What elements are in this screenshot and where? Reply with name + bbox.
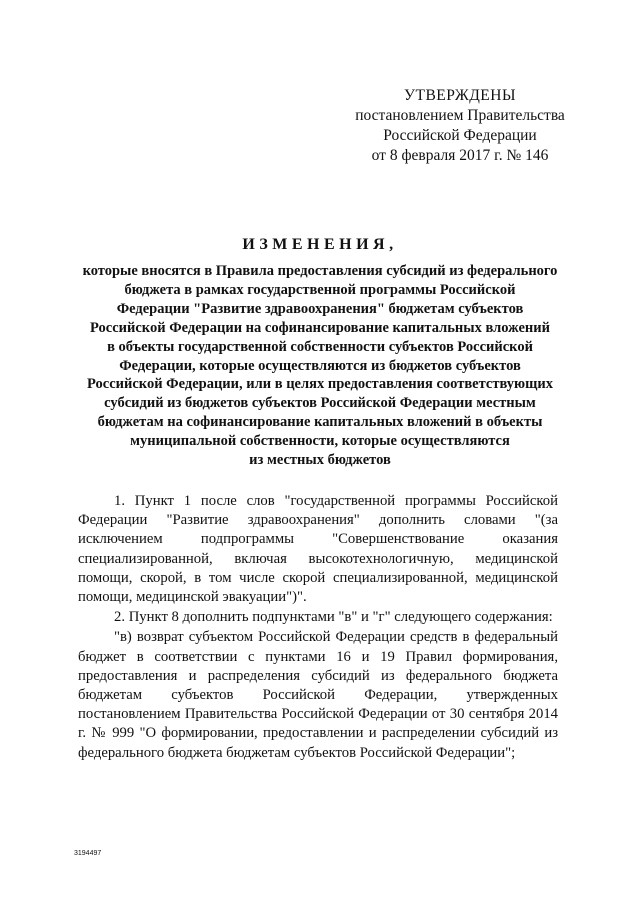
approval-line-date: от 8 февраля 2017 г. № 146 xyxy=(371,147,549,164)
document-subtitle xyxy=(70,262,570,470)
subtitle-line: бюджетам на софинансирование капитальных вложений в объекты xyxy=(97,414,543,431)
approval-block xyxy=(330,86,590,166)
subtitle-line: бюджета в рамках государственной программы Российской xyxy=(124,281,516,298)
approval-line-country: Российской Федерации xyxy=(383,127,537,144)
subtitle-line: которые вносятся в Правила предоставления субсидий из федерального xyxy=(82,263,558,279)
document-number: 3194497 xyxy=(74,850,102,857)
paragraph-subitem-v: "в) возврат субъектом Российской Федерации средств в федеральный бюджет в соответствии с пунктами 16 и 19 Правил формирования, предоставления и распределения субсидий из федерального бюджета бюджетам субъектов Российской Федерации, утвержденных постановлением Правительства Российской Федерации от 30 сентября 2014 г. № 999 "О формировании, предоставлении и распределении субсидий из федерального бюджета бюджетам субъектов Российской Федерации"; xyxy=(78,629,558,761)
document-body xyxy=(78,492,558,763)
subtitle-line: в объекты государственной собственности субъектов Российской xyxy=(107,338,533,355)
subtitle-line: Федерации, которые осуществляются из бюджетов субъектов xyxy=(119,357,521,374)
approval-line-resolution: постановлением Правительства xyxy=(355,107,565,124)
subtitle-line: из местных бюджетов xyxy=(249,452,391,469)
document-title: ИЗМЕНЕНИЯ, xyxy=(242,236,398,253)
subtitle-line: субсидий из бюджетов субъектов Российской Федерации местным xyxy=(104,395,536,412)
subtitle-line: муниципальной собственности, которые осуществляются xyxy=(130,433,510,450)
paragraph-item-1: 1. Пункт 1 после слов "государственной программы Российской Федерации "Развитие здравоохранения" дополнить словами "(за исключением подпрограммы "Совершенствование оказания специализированной, включая высокотехнологичную, медицинской помощи, скорой, в том числе скорой специализированной, медицинской помощи, медицинской эвакуации")". xyxy=(78,493,558,606)
paragraph-item-2: 2. Пункт 8 дополнить подпунктами "в" и "г" следующего содержания: xyxy=(114,609,553,626)
subtitle-line: Российской Федерации на софинансирование капитальных вложений xyxy=(90,319,550,336)
approval-heading: УТВЕРЖДЕНЫ xyxy=(404,87,516,104)
subtitle-line: Российской Федерации, или в целях предоставления соответствующих xyxy=(87,376,553,393)
subtitle-line: Федерации "Развитие здравоохранения" бюджетам субъектов xyxy=(116,300,524,317)
